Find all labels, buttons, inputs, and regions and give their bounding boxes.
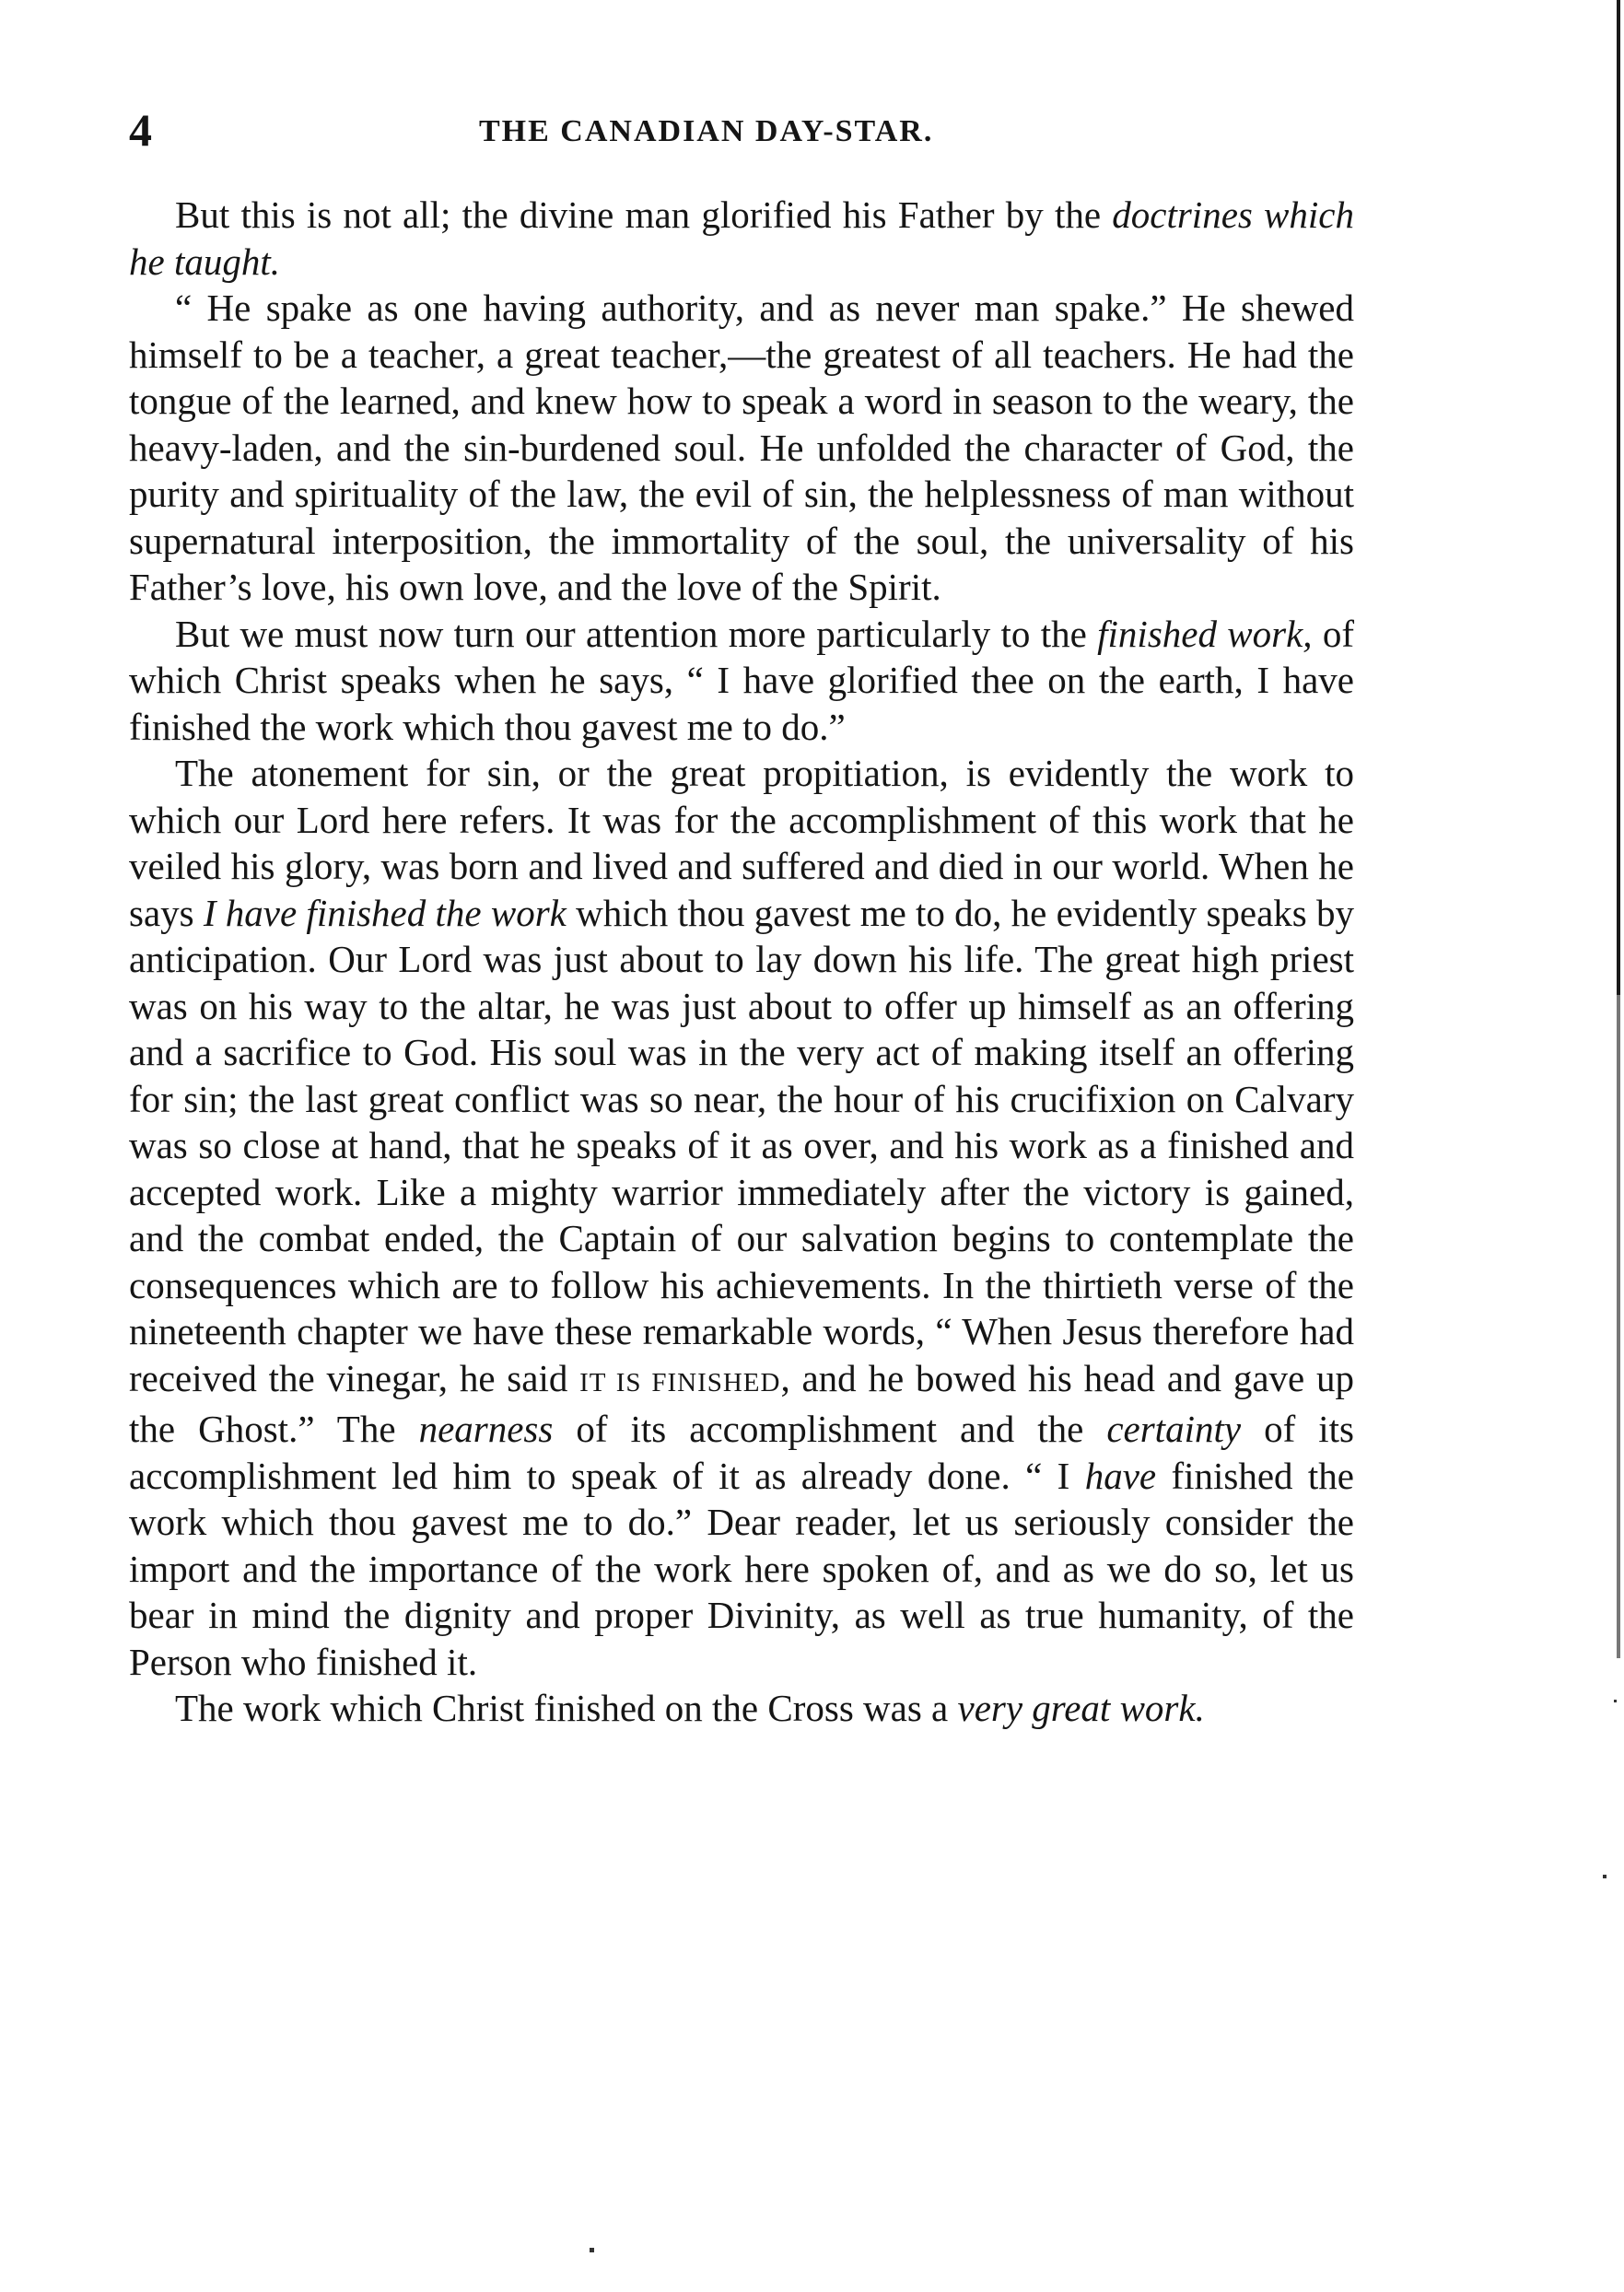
paragraph-3: [129, 611, 1354, 751]
text-run: “ He spake as one having authority, and as never man spake.” He shewed himself to be a teacher, a great teacher,—the greatest of all teachers. He had the tongue of the learned, and knew how to speak a word in season to the weary, the heavy-laden, and the sin-burdened soul. He unfolded the character of God, the purity and spirituality of the law, the evil of sin, the helplessness of man without supernatural interposition, the immortality of the soul, the universality of his Father’s love, his own love, and the love of the Spirit.: [129, 286, 1354, 608]
page-number: 4: [129, 104, 152, 156]
page-edge-speck: [1614, 1700, 1617, 1702]
page-edge-speck: [1603, 1875, 1606, 1878]
running-title: THE CANADIAN DAY-STAR.: [479, 114, 934, 148]
text-run: , and he bowed his head and gave up the Ghost.” The: [129, 1356, 1354, 1450]
italic-run: finished work,: [1097, 612, 1313, 655]
text-run: which thou gavest me to do, he evidently speaks by anticipation. Our Lord was just about to lay down his life. The great high priest was on his way to the altar, he was just about to offer up himself as an offering and a sacrifice to God. His soul was in the very act of making itself an offering for sin; the last great conflict was so near, the hour of his crucifixion on Calvary was so close at hand, that he speaks of it as over, and his work as a finished and accepted work. Like a mighty warrior immediately after the victory is gained, and the combat ended, the Captain of our salvation begins to contemplate the consequences which are to follow his achievements. In the thirtieth verse of the nineteenth chapter we have these remarkable words, “ When Jesus therefore had received the vinegar, he said: [129, 891, 1355, 1399]
page-header: [129, 103, 1354, 158]
text-run: The work which Christ finished on the Cross was a: [175, 1687, 958, 1729]
text-run: finished the work which thou gavest me to do.” Dear reader, let us seriously consider the import and the importance of the work here spoken of, and as we do so, let us bear in mind the dignity and proper Divinity, as well as true humanity, of the Person who finished it.: [129, 1454, 1354, 1683]
italic-run: very great work.: [957, 1687, 1205, 1729]
small-caps-run: IT IS FINISHED: [579, 1367, 781, 1397]
italic-run: nearness: [418, 1408, 554, 1450]
italic-run: certainty: [1106, 1408, 1242, 1450]
italic-run: I have finished the work: [203, 891, 567, 934]
paragraph-4: [129, 750, 1354, 1685]
italic-run: doctrines which he taught.: [129, 193, 1354, 283]
text-run: But we must now turn our attention more particularly to the: [175, 612, 1098, 655]
text-run: The atonement for sin, or the great propitiation, is evidently the work to which our Lord here refers. It was for the accomplishment of this work that he veiled his glory, was born and lived and suffered and died in our world. When he says: [129, 752, 1354, 934]
paragraph-5: [129, 1685, 1354, 1732]
body-text: [129, 192, 1354, 1732]
page-edge-speck: [590, 2248, 594, 2252]
paragraph-1: [129, 192, 1354, 285]
text-run: of which Christ speaks when he says, “ I have glorified thee on the earth, I have finished the work which thou gavest me to do.”: [129, 612, 1354, 748]
text-run: of its accomplishment led him to speak of it as already done. “ I: [129, 1408, 1354, 1497]
text-run: But this is not all; the divine man glorified his Father by the: [175, 193, 1113, 236]
italic-run: have: [1084, 1454, 1157, 1497]
paragraph-2: [129, 285, 1354, 611]
text-run: of its accomplishment and the: [553, 1408, 1107, 1450]
page-edge-rule: [1617, 0, 1620, 1658]
